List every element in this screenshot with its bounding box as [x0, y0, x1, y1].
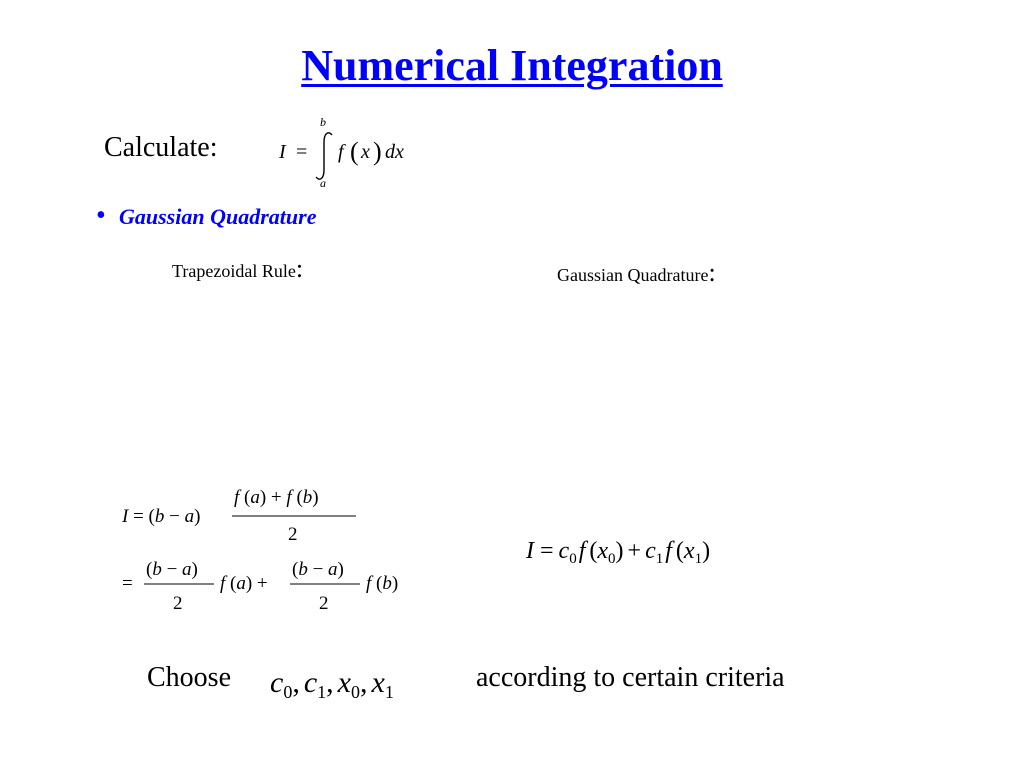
svg-text:2: 2	[319, 593, 329, 614]
criteria-label: according to certain criteria	[476, 662, 785, 693]
trapezoidal-equation-line2	[122, 559, 398, 614]
svg-text:): )	[373, 137, 382, 166]
svg-text:a: a	[320, 176, 326, 190]
gaussian-colon: :	[708, 258, 716, 287]
svg-text:I = (b − a): I = (b − a)	[122, 506, 201, 527]
svg-text:x: x	[361, 141, 370, 163]
unknowns-list	[270, 666, 394, 702]
svg-text:=: =	[296, 141, 308, 163]
integral-equation	[278, 115, 404, 190]
svg-text:I: I	[279, 141, 286, 163]
trapezoidal-equation-line1	[121, 487, 356, 545]
svg-text:c0,c1,x0,x1: $c_0$, $c_1$, $x_0$, $x_1$	[270, 666, 394, 702]
slide-title: Numerical Integration	[301, 41, 723, 90]
svg-text:f (b): f (b)	[366, 573, 399, 594]
svg-text:b: b	[320, 115, 326, 129]
svg-text:f (a) + f (b): f (a) + f (b)	[234, 487, 319, 508]
bullet-gaussian-quadrature: Gaussian Quadrature	[119, 204, 317, 229]
svg-text:2: 2	[173, 593, 183, 614]
bullet-dot-icon: •	[96, 200, 106, 231]
trapezoidal-rule-text: Trapezoidal Rule	[172, 261, 296, 281]
svg-text:f (a) +: f (a) +	[220, 573, 268, 594]
svg-text:(b − a): (b − a)	[146, 559, 198, 580]
svg-text:dx: dx	[385, 141, 404, 163]
calculate-label: Calculate:	[104, 132, 218, 163]
svg-text:(b − a): (b − a)	[292, 559, 344, 580]
svg-text:=: =	[122, 573, 133, 594]
svg-text:2: 2	[288, 524, 298, 545]
gaussian-equation	[525, 538, 710, 567]
svg-text:f: f	[338, 141, 344, 163]
trapezoidal-colon: :	[295, 254, 304, 283]
svg-text:(: (	[350, 137, 359, 166]
svg-text:I=c0f(x0)+c1f(x1): $I = c_0f$ $(x_0) + c_1f$ $(x_1)$	[526, 538, 711, 567]
choose-label: Choose	[147, 662, 231, 693]
gaussian-quadrature-text: Gaussian Quadrature	[557, 265, 709, 285]
